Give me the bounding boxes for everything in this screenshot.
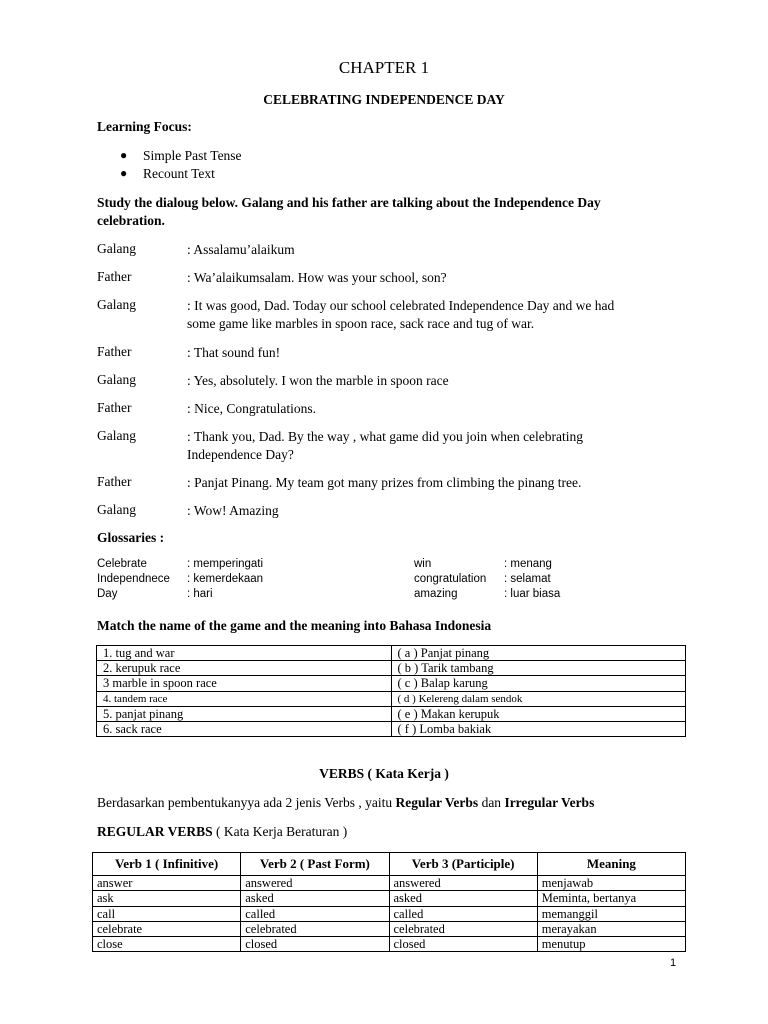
- learning-focus-item: ● Recount Text: [120, 166, 215, 181]
- dialogue-line: : It was good, Dad. Today our school celebrated Independence Day and we had: [187, 298, 615, 313]
- table-row: [97, 706, 686, 721]
- dialogue-line: : Yes, absolutely. I won the marble in spoon race: [187, 373, 449, 388]
- regular-verbs-term: Regular Verbs: [395, 795, 479, 810]
- game-meaning-cell: ( a ) Panjat pinang: [391, 646, 686, 661]
- game-meaning-cell: ( c ) Balap karung: [391, 676, 686, 691]
- dialogue-line: : Wa’alaikumsalam. How was your school, son?: [187, 270, 447, 285]
- game-name-cell: 6. sack race: [97, 722, 392, 737]
- glossary-term: win: [414, 558, 432, 570]
- learning-focus-item: ● Simple Past Tense: [120, 148, 242, 163]
- dialogue-speaker: Father: [97, 269, 132, 284]
- irregular-verbs-term: Irregular Verbs: [504, 795, 595, 810]
- table-row: [93, 937, 686, 952]
- glossary-term: congratulation: [414, 573, 487, 585]
- table-row: [97, 661, 686, 676]
- glossary-term: Independnece: [97, 573, 170, 585]
- column-header: Verb 2 ( Past Form): [241, 853, 389, 876]
- dialogue-line: : Nice, Congratulations.: [187, 401, 316, 416]
- dialogue-line: : Panjat Pinang. My team got many prizes from climbing the pinang tree.: [187, 475, 582, 490]
- verb1-cell: ask: [93, 891, 241, 906]
- glossary-term: amazing: [414, 588, 458, 600]
- dialogue-line: some game like marbles in spoon race, sack race and tug of war.: [187, 316, 535, 331]
- dialogue-line: : That sound fun!: [187, 345, 281, 360]
- dialogue-line: : Wow! Amazing: [187, 503, 279, 518]
- verb1-cell: call: [93, 906, 241, 921]
- table-header-row: [93, 853, 686, 876]
- glossary-term: Day: [97, 588, 118, 600]
- table-row: [93, 906, 686, 921]
- glossary-term: Celebrate: [97, 558, 147, 570]
- table-row: [93, 921, 686, 936]
- meaning-cell: menjawab: [537, 876, 685, 891]
- meaning-cell: Meminta, bertanya: [537, 891, 685, 906]
- game-name-cell: 5. panjat pinang: [97, 706, 392, 721]
- dialogue-speaker: Galang: [97, 241, 136, 256]
- verb3-cell: asked: [389, 891, 537, 906]
- verb3-cell: answered: [389, 876, 537, 891]
- game-name-cell: 1. tug and war: [97, 646, 392, 661]
- dialogue-line: : Thank you, Dad. By the way , what game did you join when celebrating: [187, 429, 584, 444]
- verb2-cell: called: [241, 906, 389, 921]
- glossary-meaning: : menang: [504, 558, 552, 570]
- chapter-heading: CHAPTER 1: [338, 58, 430, 77]
- match-instruction: Match the name of the game and the meaning into Bahasa Indonesia: [97, 618, 492, 633]
- verb1-cell: celebrate: [93, 921, 241, 936]
- verb3-cell: celebrated: [389, 921, 537, 936]
- dialogue-speaker: Father: [97, 474, 132, 489]
- dialogue-line: Independence Day?: [187, 447, 294, 462]
- instruction-line: celebration.: [97, 213, 165, 228]
- game-name-cell: 2. kerupuk race: [97, 661, 392, 676]
- dialogue-speaker: Galang: [97, 428, 136, 443]
- verb1-cell: answer: [93, 876, 241, 891]
- column-header: Meaning: [537, 853, 685, 876]
- chapter-title: CELEBRATING INDEPENDENCE DAY: [263, 92, 505, 107]
- verb2-cell: answered: [241, 876, 389, 891]
- table-row: [93, 876, 686, 891]
- table-row: [97, 676, 686, 691]
- glossary-meaning: : kemerdekaan: [187, 573, 264, 585]
- column-header: Verb 3 (Participle): [389, 853, 537, 876]
- game-meaning-cell: ( f ) Lomba bakiak: [391, 722, 686, 737]
- game-name-cell: 4. tandem race: [97, 691, 392, 706]
- instruction-line: Study the dialoug below. Galang and his father are talking about the Independence Day: [97, 195, 601, 210]
- verb3-cell: closed: [389, 937, 537, 952]
- glossary-meaning: : selamat: [504, 573, 551, 585]
- page-number: 1: [670, 957, 677, 969]
- verb2-cell: celebrated: [241, 921, 389, 936]
- dialogue-line: : Assalamu’alaikum: [187, 242, 295, 257]
- dialogue-speaker: Galang: [97, 372, 136, 387]
- dialogue-speaker: Galang: [97, 502, 136, 517]
- verb2-cell: closed: [241, 937, 389, 952]
- glossary-meaning: : luar biasa: [504, 588, 561, 600]
- bullet-icon: ●: [120, 166, 128, 180]
- game-meaning-cell: ( b ) Tarik tambang: [391, 661, 686, 676]
- glossary-meaning: : memperingati: [187, 558, 264, 570]
- table-row: [93, 891, 686, 906]
- table-row: [97, 646, 686, 661]
- verb2-cell: asked: [241, 891, 389, 906]
- regular-verbs-heading: REGULAR VERBS ( Kata Kerja Beraturan ): [97, 824, 348, 839]
- table-row: [97, 691, 686, 706]
- learning-focus-label: Learning Focus:: [97, 119, 192, 134]
- game-meaning-cell: ( d ) Kelereng dalam sendok: [391, 691, 686, 706]
- meaning-cell: menutup: [537, 937, 685, 952]
- regular-verbs-table: [92, 852, 686, 952]
- dialogue-speaker: Galang: [97, 297, 136, 312]
- match-table: [96, 645, 686, 737]
- verb3-cell: called: [389, 906, 537, 921]
- verbs-intro: Berdasarkan pembentukanyya ada 2 jenis Verbs , yaitu Regular Verbs dan Irregular Verbs: [97, 795, 595, 810]
- bullet-icon: ●: [120, 148, 128, 162]
- verbs-heading: VERBS ( Kata Kerja ): [319, 766, 449, 781]
- game-meaning-cell: ( e ) Makan kerupuk: [391, 706, 686, 721]
- dialogue-speaker: Father: [97, 400, 132, 415]
- game-name-cell: 3 marble in spoon race: [97, 676, 392, 691]
- meaning-cell: merayakan: [537, 921, 685, 936]
- verb1-cell: close: [93, 937, 241, 952]
- dialogue-speaker: Father: [97, 344, 132, 359]
- meaning-cell: memanggil: [537, 906, 685, 921]
- table-row: [97, 722, 686, 737]
- column-header: Verb 1 ( Infinitive): [93, 853, 241, 876]
- glossary-meaning: : hari: [187, 588, 213, 600]
- glossary-label: Glossaries :: [97, 530, 165, 545]
